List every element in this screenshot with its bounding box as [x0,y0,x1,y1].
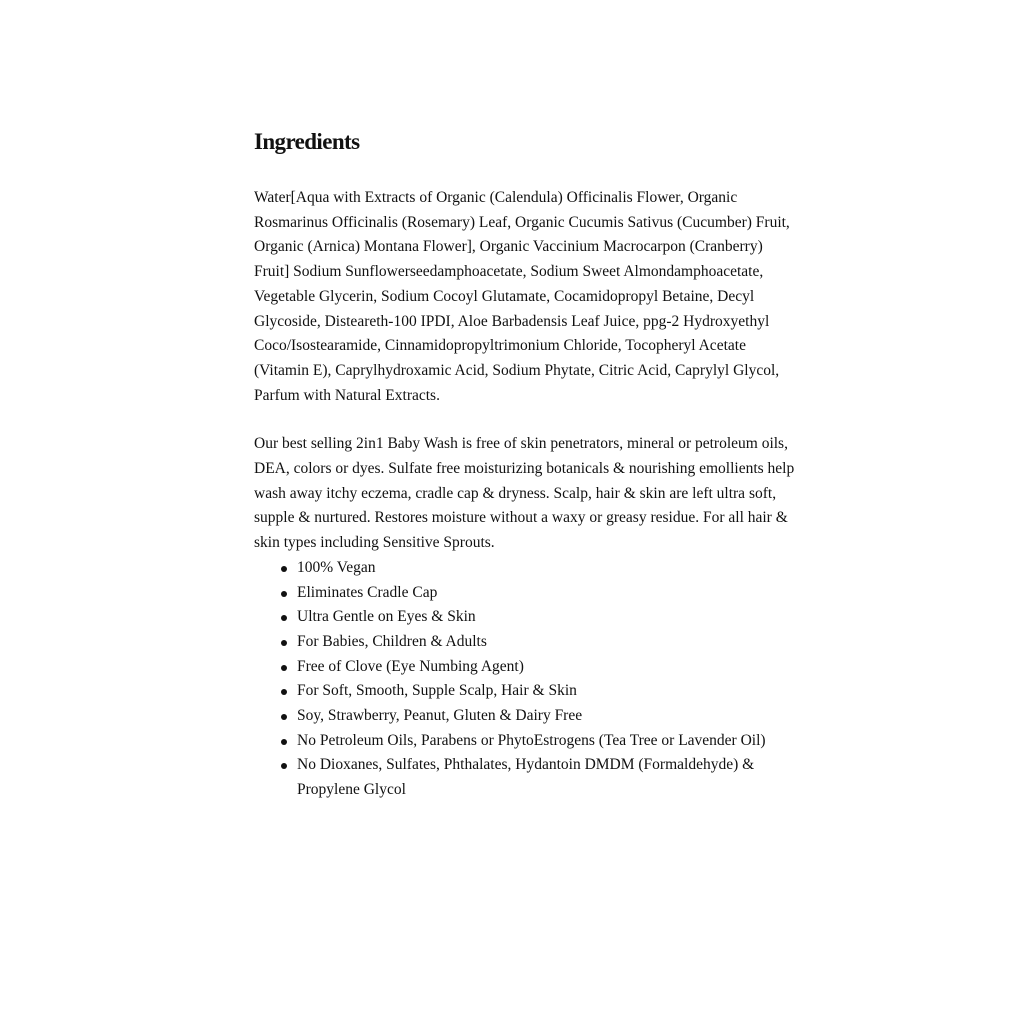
list-item [297,679,799,704]
list-item [297,556,799,581]
bullet-icon [281,566,287,572]
list-item [297,729,799,754]
list-item [297,704,799,729]
list-item-text: Ultra Gentle on Eyes & Skin [297,608,476,626]
list-item-text: No Dioxanes, Sulfates, Phthalates, Hydantoin DMDM (Formaldehyde) & Propylene Glycol [297,756,755,799]
list-item [297,655,799,680]
list-item-text: No Petroleum Oils, Parabens or PhytoEstrogens (Tea Tree or Lavender Oil) [297,731,766,749]
list-item-text: Soy, Strawberry, Peanut, Gluten & Dairy Free [297,707,583,725]
list-item-text: For Soft, Smooth, Supple Scalp, Hair & Skin [297,682,577,700]
bullet-icon [281,739,287,745]
bullet-icon [281,591,287,597]
bullet-icon [281,714,287,720]
ingredients-paragraph: Water[Aqua with Extracts of Organic (Calendula) Officinalis Flower, Organic Rosmarinus Officinalis (Rosemary) Leaf, Organic Cucumis Sativus (Cucumber) Fruit, Organic (Arnica) Montana Flower], Organic Vaccinium Macrocarpon (Cranberry) Fruit] Sodium Sunflowerseedamphoacetate, Sodium Sweet Almondamphoacetate, Vegetable Glycerin, Sodium Cocoyl Glutamate, Cocamidopropyl Betaine, Decyl Glycoside, Disteareth-100 IPDI, Aloe Barbadensis Leaf Juice, ppg-2 Hydroxyethyl Coco/Isostearamide, Cinnamidopropyltrimonium Chloride, Tocopheryl Acetate (Vitamin E), Caprylhydroxamic Acid, Sodium Phytate, Citric Acid, Caprylyl Glycol, Parfum with Natural Extracts. [254,189,790,404]
list-item [297,630,799,655]
list-item-text: Free of Clove (Eye Numbing Agent) [297,657,524,675]
list-item [297,605,799,630]
product-info-section [254,128,799,803]
list-item [297,753,799,802]
list-item-text: 100% Vegan [297,558,376,576]
bullet-icon [281,665,287,671]
product-description: Our best selling 2in1 Baby Wash is free of skin penetrators, mineral or petroleum oils, DEA, colors or dyes. Sulfate free moisturizing botanicals & nourishing emollients help wash away itchy eczema, cradle cap & dryness. Scalp, hair & skin are left ultra soft, supple & nurtured. Restores moisture without a waxy or greasy residue. For all hair & skin types including Sensitive Sprouts. [254,435,795,552]
list-item-text: For Babies, Children & Adults [297,632,487,650]
bullet-icon [281,615,287,621]
list-item-text: Eliminates Cradle Cap [297,583,438,601]
bullet-icon [281,689,287,695]
bullet-icon [281,763,287,769]
list-item [297,581,799,606]
ingredients-heading: Ingredients [254,129,360,154]
bullet-icon [281,640,287,646]
benefits-list [254,556,799,803]
